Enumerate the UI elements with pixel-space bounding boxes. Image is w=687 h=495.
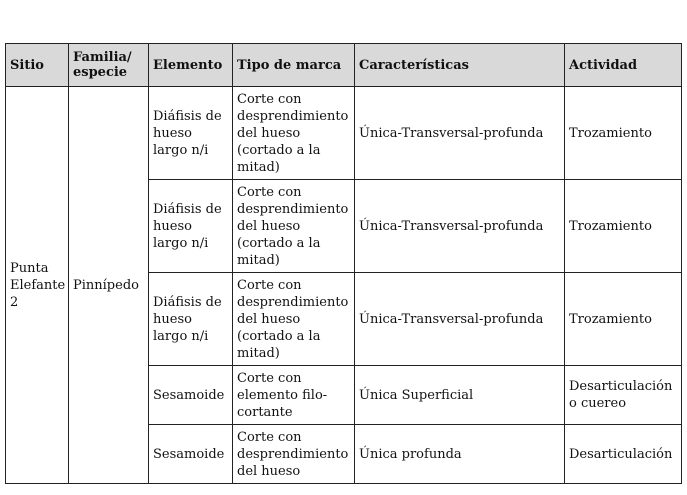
tipo-cell: Corte con desprendimiento del hueso xyxy=(233,425,355,484)
caracteristicas-cell: Única Superficial xyxy=(355,366,565,425)
actividad-cell: Trozamiento xyxy=(565,273,682,366)
header-tipo-marca: Tipo de marca xyxy=(233,44,355,87)
actividad-cell: Desarticulación xyxy=(565,425,682,484)
elemento-cell: Diáfisis de hueso largo n/i xyxy=(149,180,233,273)
elemento-cell: Diáfisis de hueso largo n/i xyxy=(149,87,233,180)
header-elemento: Elemento xyxy=(149,44,233,87)
actividad-cell: Trozamiento xyxy=(565,180,682,273)
elemento-cell: Sesamoide xyxy=(149,366,233,425)
tipo-cell: Corte con desprendimiento del hueso (cortado a la mitad) xyxy=(233,87,355,180)
header-caracteristicas: Características xyxy=(355,44,565,87)
tipo-cell: Corte con desprendimiento del hueso (cortado a la mitad) xyxy=(233,273,355,366)
header-sitio: Sitio xyxy=(6,44,69,87)
caracteristicas-cell: Única-Transversal-profunda xyxy=(355,180,565,273)
tipo-cell: Corte con desprendimiento del hueso (cortado a la mitad) xyxy=(233,180,355,273)
actividad-cell: Desarticulación o cuereo xyxy=(565,366,682,425)
header-row xyxy=(6,44,682,87)
tipo-cell: Corte con elemento filo-cortante xyxy=(233,366,355,425)
site-cell: Punta Elefante 2 xyxy=(6,87,69,484)
cut-marks-table xyxy=(5,43,682,484)
header-familia: Familia/ especie xyxy=(69,44,149,87)
elemento-cell: Diáfisis de hueso largo n/i xyxy=(149,273,233,366)
caracteristicas-cell: Única-Transversal-profunda xyxy=(355,87,565,180)
caracteristicas-cell: Única profunda xyxy=(355,425,565,484)
elemento-cell: Sesamoide xyxy=(149,425,233,484)
caracteristicas-cell: Única-Transversal-profunda xyxy=(355,273,565,366)
actividad-cell: Trozamiento xyxy=(565,87,682,180)
family-cell: Pinnípedo xyxy=(69,87,149,484)
header-actividad: Actividad xyxy=(565,44,682,87)
table-row xyxy=(6,87,682,180)
